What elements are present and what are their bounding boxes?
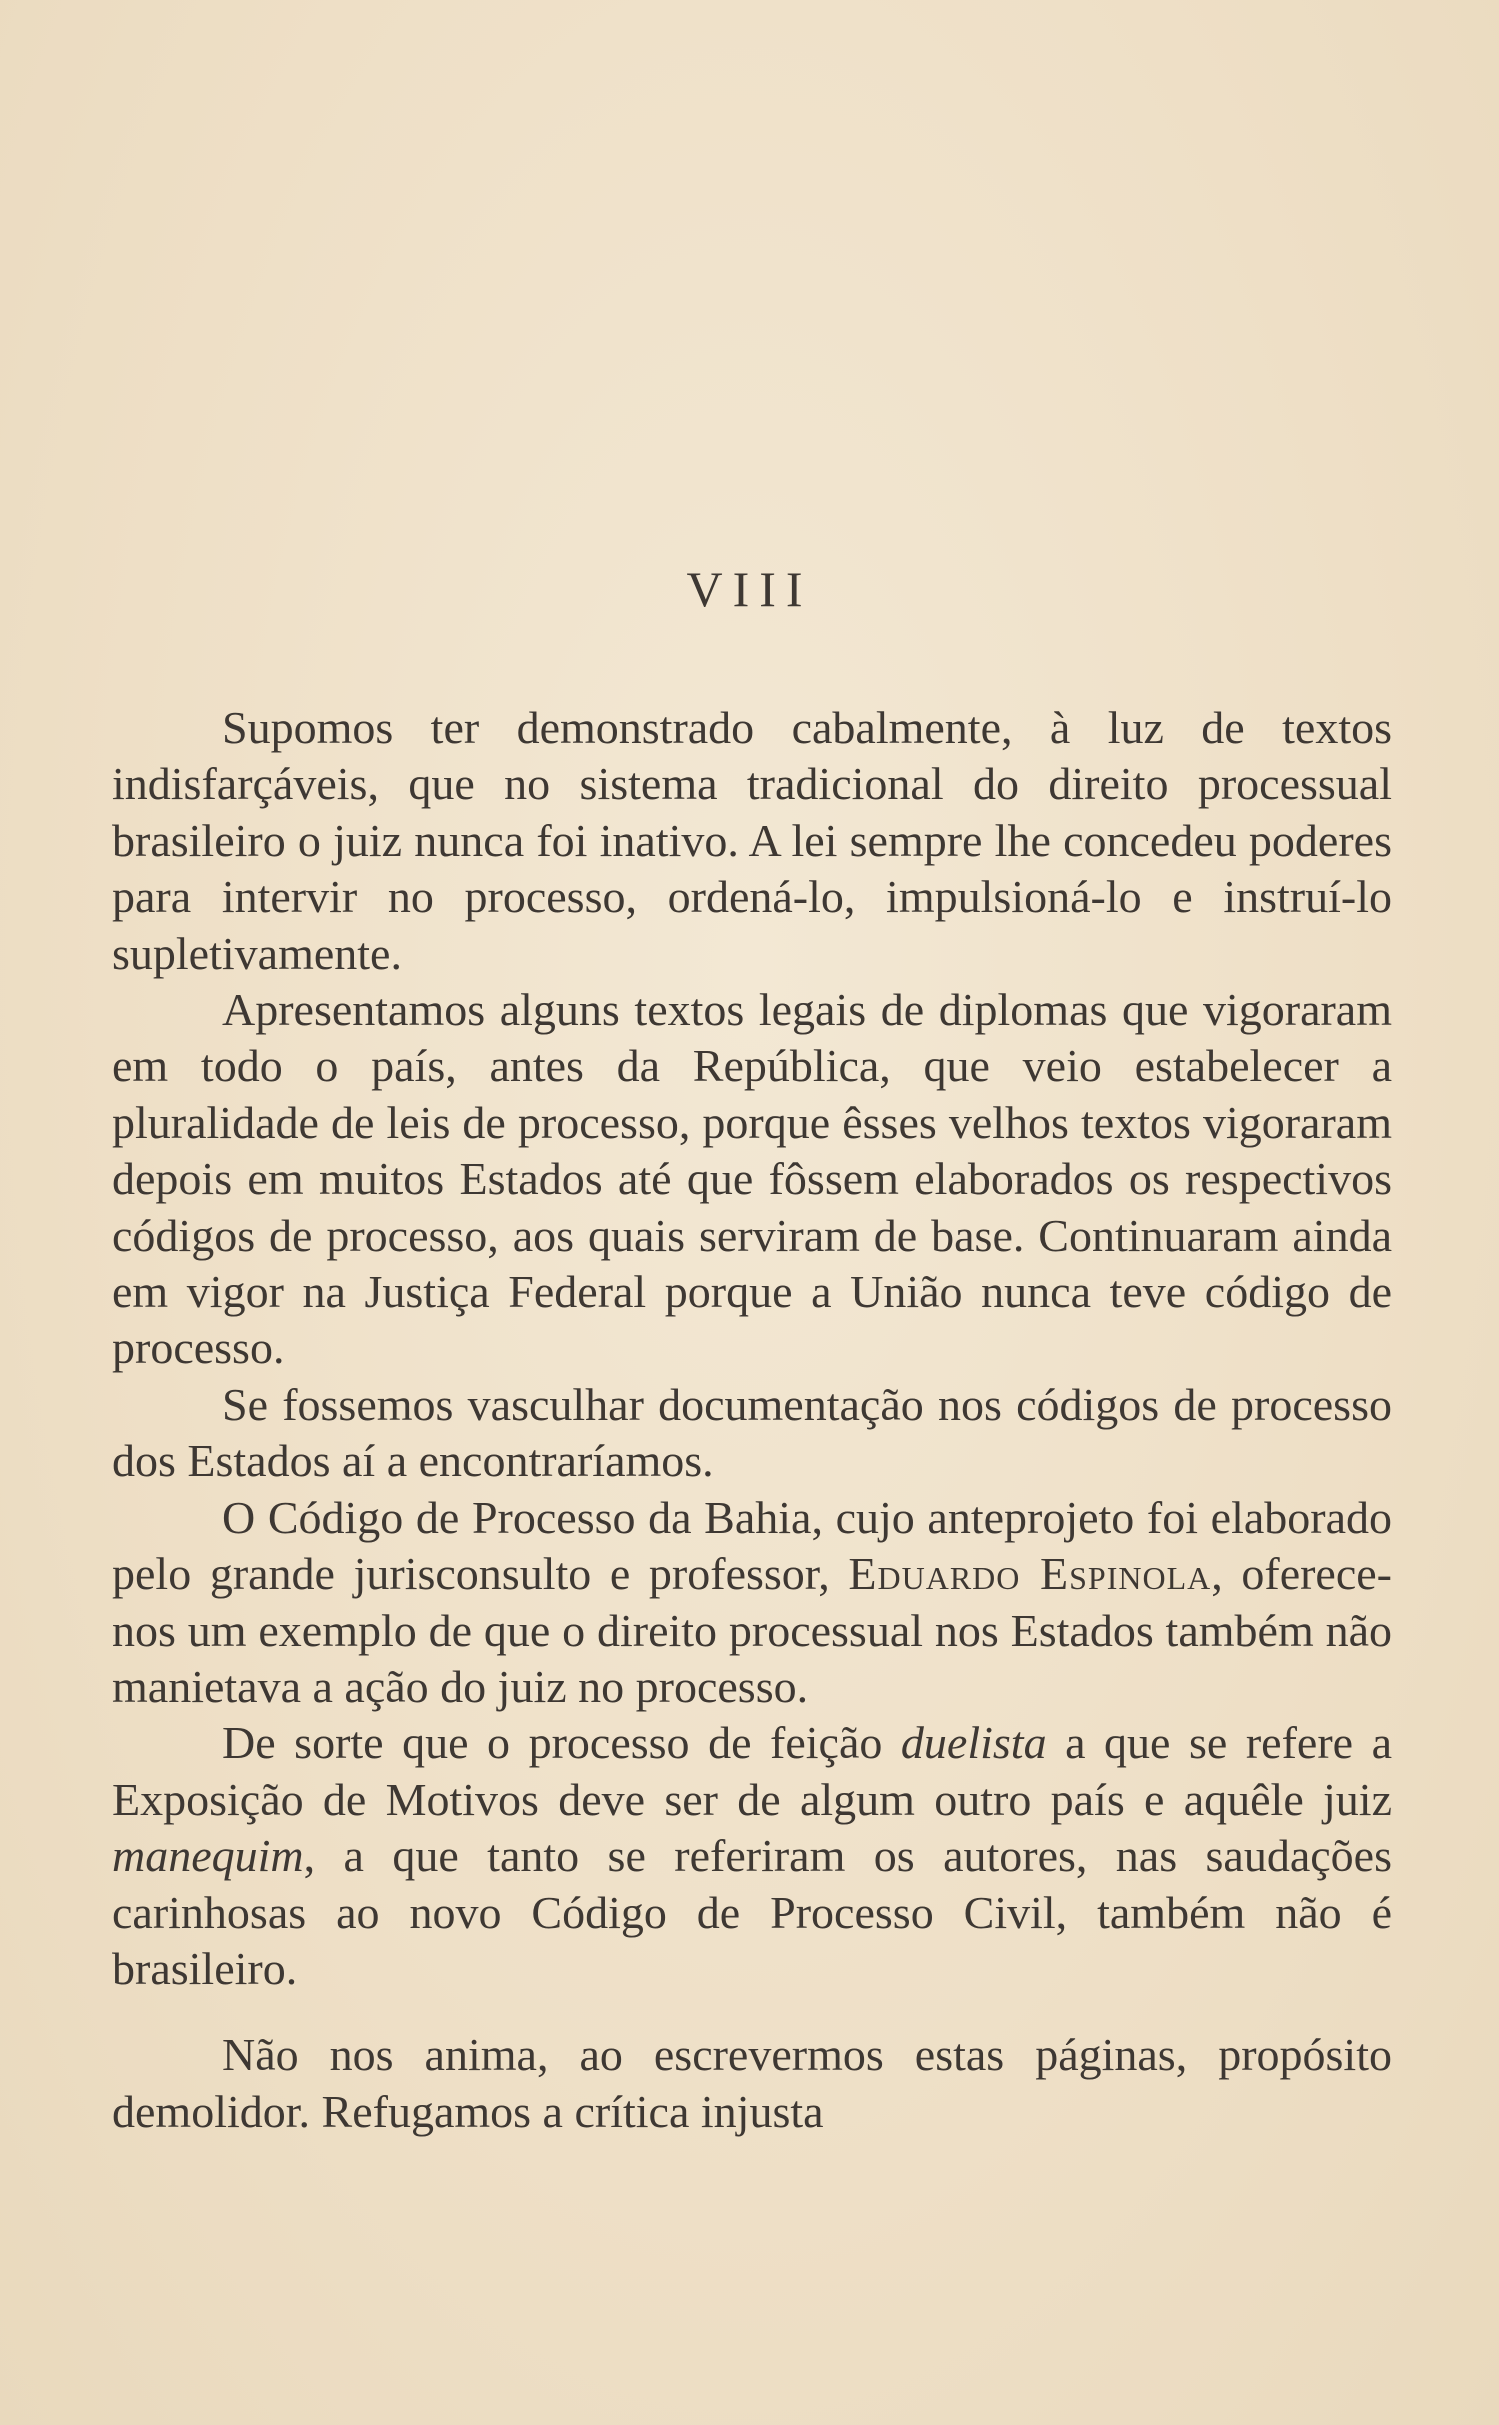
paragraph xyxy=(112,1490,1392,1716)
paragraph: Apresentamos alguns textos legais de diplomas que vigoraram em todo o país, antes da República, que veio estabelecer a pluralidade de leis de processo, porque êsses velhos textos vigoraram depois em muitos Estados até que fôssem elaborados os respectivos códigos de processo, aos quais serviram de base. Continuaram ainda em vigor na Justiça Federal porque a União nunca teve código de processo. xyxy=(112,984,1392,1374)
italic-term: duelista xyxy=(900,1717,1047,1769)
paragraph-text: , a que tanto se referiram os autores, nas saudações carinhosas ao novo Código de Processo Civil, também não é brasileiro. xyxy=(112,1830,1392,1994)
paragraph: Não nos anima, ao escrevermos estas páginas, propósito demolidor. Refugamos a crítica injusta xyxy=(112,2029,1392,2137)
body-text xyxy=(112,700,1392,2140)
paragraph: Supomos ter demonstrado cabalmente, à luz de textos indisfarçáveis, que no sistema tradicional do direito processual brasileiro o juiz nunca foi inativo. A lei sempre lhe concedeu poderes para intervir no processo, ordená-lo, impulsioná-lo e instruí-lo supletivamente. xyxy=(112,702,1392,979)
chapter-heading: VIII xyxy=(686,561,813,617)
paragraph xyxy=(112,1715,1392,1997)
italic-term: manequim xyxy=(112,1830,304,1882)
paragraph-text: , oferece-nos um exemplo de que o direito processual nos Estados também não manietava a ação do juiz no processo. xyxy=(112,1548,1393,1712)
paragraph: Se fossemos vasculhar documentação nos códigos de processo dos Estados aí a encontraríamos. xyxy=(112,1378,1392,1487)
author-name: Eduardo Espinola xyxy=(848,1548,1212,1600)
paragraph-text: O Código de Processo da Bahia, cujo anteprojeto foi elaborado pelo grande jurisconsulto e professor, xyxy=(112,1491,1392,1600)
paragraph-text: De sorte que o processo de feição xyxy=(222,1717,901,1769)
paragraph-text: a que se refere a Exposição de Motivos deve ser de algum outro país e aquêle juiz xyxy=(112,1717,1392,1825)
